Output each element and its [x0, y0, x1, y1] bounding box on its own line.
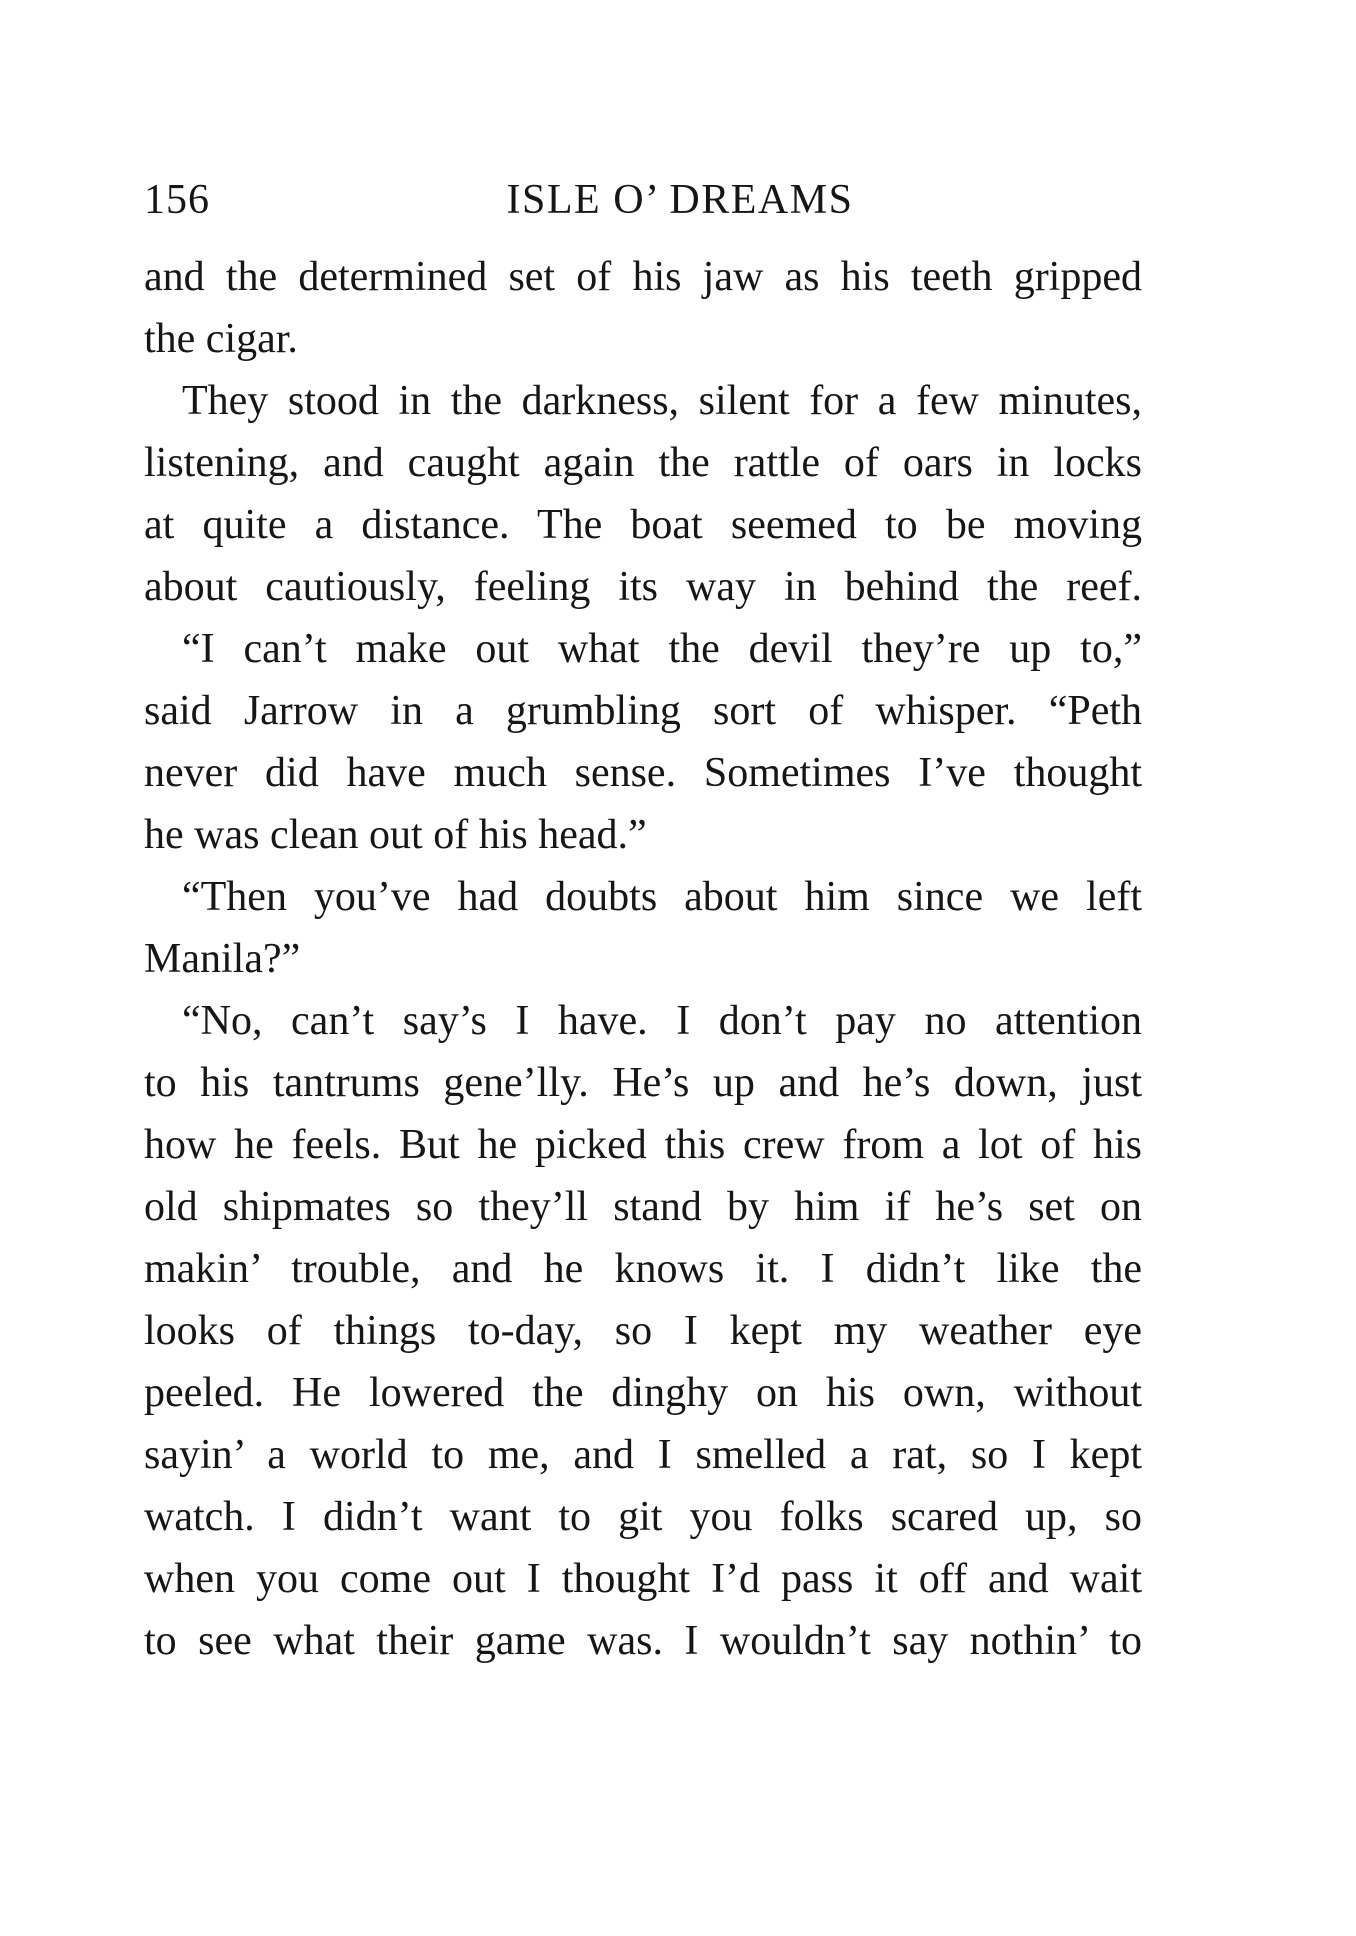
text-line: the cigar.	[144, 316, 298, 362]
text-line: to his tantrums gene’lly. He’s up and he’s down, just	[144, 1060, 1142, 1106]
text-line: They stood in the darkness, silent for a few minutes,	[182, 378, 1142, 424]
body-text	[144, 246, 1142, 1672]
text-line: when you come out I thought I’d pass it off and wait	[144, 1556, 1142, 1602]
text-line: peeled. He lowered the dinghy on his own, without	[144, 1370, 1142, 1416]
text-line: Manila?”	[144, 936, 301, 982]
text-line: how he feels. But he picked this crew from a lot of his	[144, 1122, 1142, 1168]
text-line: “No, can’t say’s I have. I don’t pay no attention	[182, 998, 1142, 1044]
text-line: makin’ trouble, and he knows it. I didn’t like the	[144, 1246, 1142, 1292]
text-line: looks of things to-day, so I kept my weather eye	[144, 1308, 1142, 1354]
text-line: at quite a distance. The boat seemed to be moving	[144, 502, 1142, 548]
text-line: never did have much sense. Sometimes I’ve thought	[144, 750, 1142, 796]
text-line: “Then you’ve had doubts about him since we left	[182, 874, 1142, 920]
text-line: he was clean out of his head.”	[144, 812, 647, 858]
text-line: “I can’t make out what the devil they’re up to,”	[182, 626, 1142, 672]
text-line: sayin’ a world to me, and I smelled a rat, so I kept	[144, 1432, 1142, 1478]
text-line: said Jarrow in a grumbling sort of whisper. “Peth	[144, 688, 1142, 734]
text-line: listening, and caught again the rattle of oars in locks	[144, 440, 1142, 486]
text-line: about cautiously, feeling its way in behind the reef.	[144, 564, 1142, 610]
text-line: and the determined set of his jaw as his teeth gripped	[144, 254, 1142, 300]
page-number: 156	[144, 177, 210, 223]
running-head	[140, 172, 1140, 228]
text-line: old shipmates so they’ll stand by him if he’s set on	[144, 1184, 1142, 1230]
text-line: watch. I didn’t want to git you folks scared up, so	[144, 1494, 1142, 1540]
running-title: ISLE O’ DREAMS	[506, 177, 854, 223]
text-line: to see what their game was. I wouldn’t say nothin’ to	[144, 1618, 1142, 1664]
